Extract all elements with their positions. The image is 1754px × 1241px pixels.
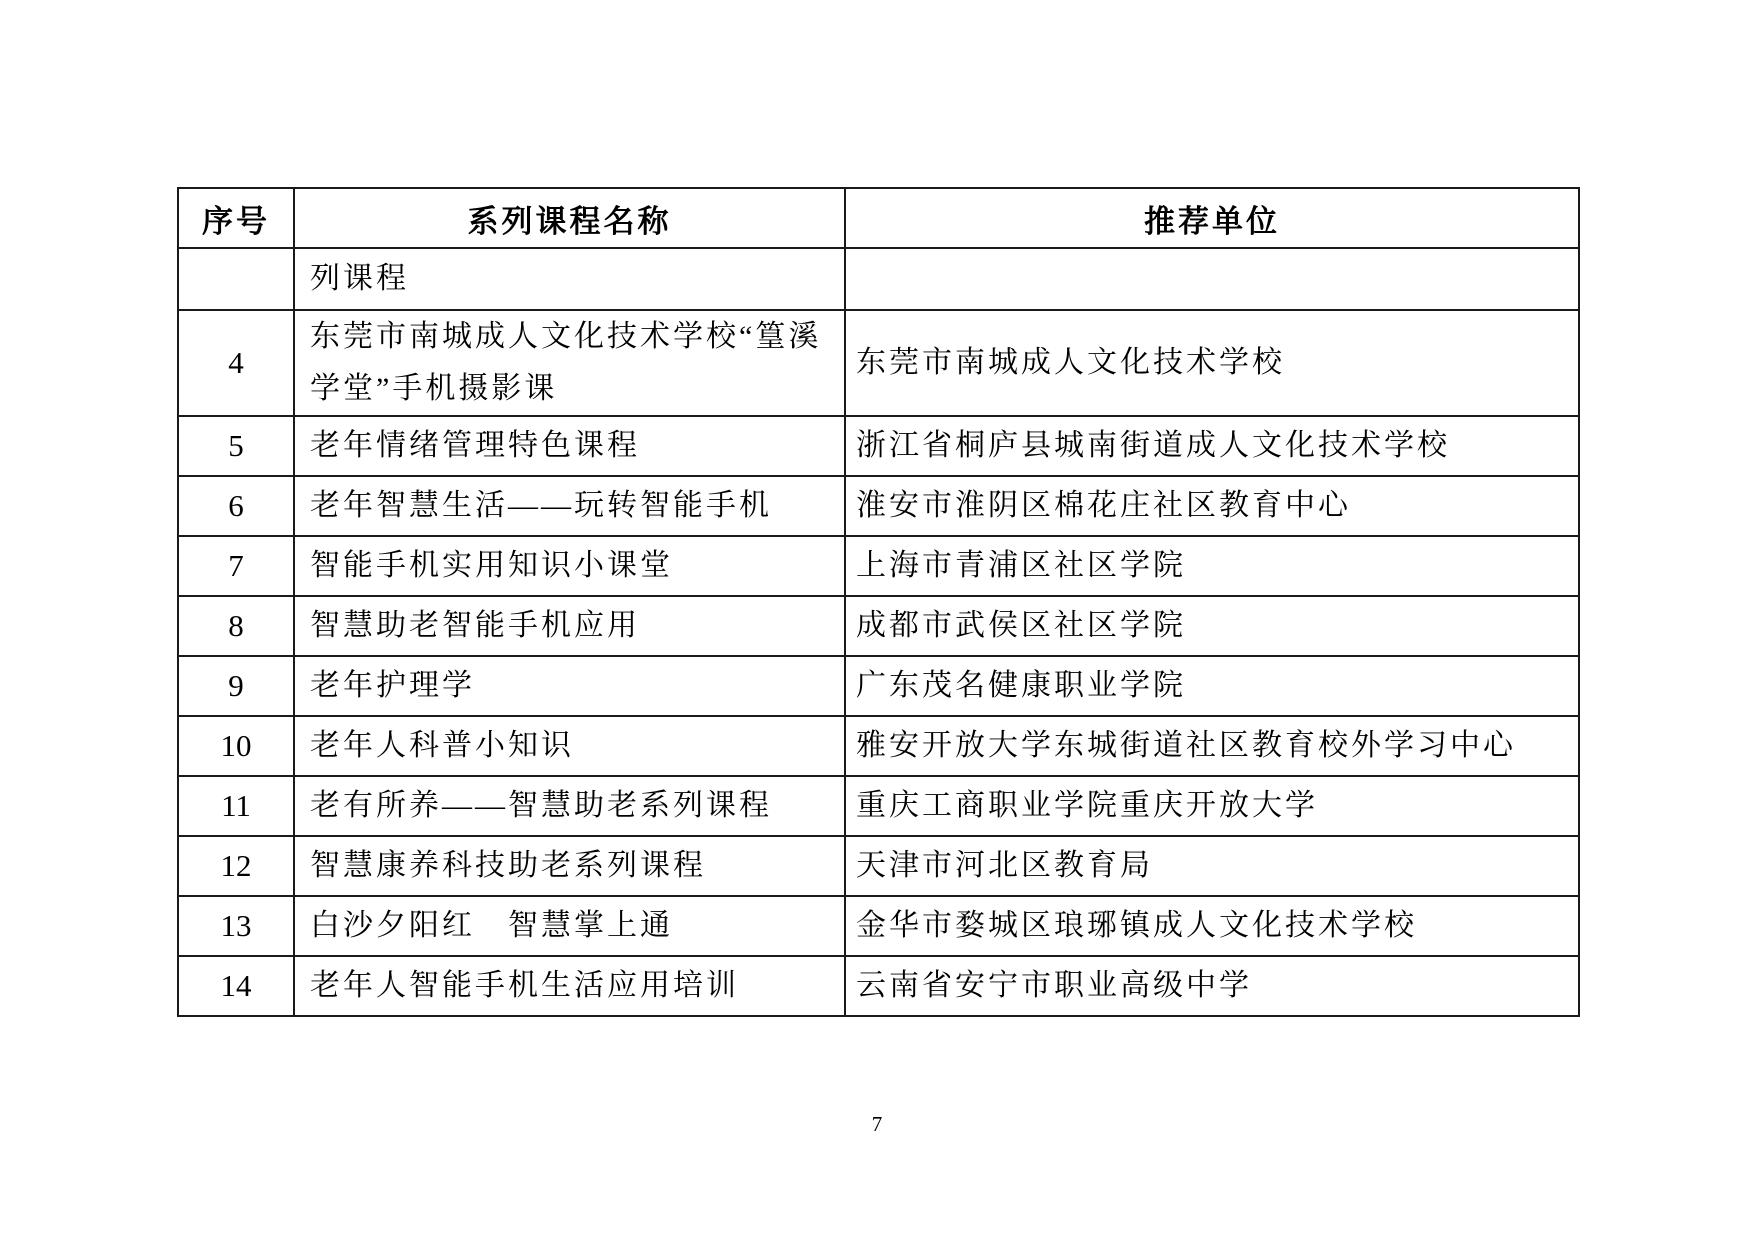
cell-course: 列课程 [294,248,845,310]
cell-num: 14 [178,956,294,1016]
table-row [178,656,1579,716]
cell-course: 智慧助老智能手机应用 [294,596,845,656]
col-header-unit: 推荐单位 [845,188,1579,248]
cell-num: 6 [178,476,294,536]
cell-num: 10 [178,716,294,776]
cell-unit: 浙江省桐庐县城南街道成人文化技术学校 [845,416,1579,476]
cell-course: 老年护理学 [294,656,845,716]
cell-course: 东莞市南城成人文化技术学校“篁溪学堂”手机摄影课 [294,310,845,416]
cell-num: 13 [178,896,294,956]
table-row [178,836,1579,896]
cell-num: 8 [178,596,294,656]
table-row [178,896,1579,956]
cell-unit: 重庆工商职业学院重庆开放大学 [845,776,1579,836]
cell-unit: 广东茂名健康职业学院 [845,656,1579,716]
cell-course: 智慧康养科技助老系列课程 [294,836,845,896]
table-row [178,416,1579,476]
table-row [178,956,1579,1016]
cell-num: 9 [178,656,294,716]
cell-unit: 云南省安宁市职业高级中学 [845,956,1579,1016]
cell-unit: 天津市河北区教育局 [845,836,1579,896]
cell-num: 12 [178,836,294,896]
table-row [178,536,1579,596]
cell-unit: 上海市青浦区社区学院 [845,536,1579,596]
table-row [178,476,1579,536]
cell-num: 5 [178,416,294,476]
table-body [178,248,1579,1016]
col-header-course: 系列课程名称 [294,188,845,248]
table-row [178,776,1579,836]
cell-course: 老年情绪管理特色课程 [294,416,845,476]
cell-num: 11 [178,776,294,836]
cell-num: 7 [178,536,294,596]
cell-course: 老年人智能手机生活应用培训 [294,956,845,1016]
header-row [178,188,1579,248]
cell-num: 4 [178,310,294,416]
cell-unit [845,248,1579,310]
cell-unit: 金华市婺城区琅琊镇成人文化技术学校 [845,896,1579,956]
cell-course: 智能手机实用知识小课堂 [294,536,845,596]
cell-course: 老有所养——智慧助老系列课程 [294,776,845,836]
table-row [178,248,1579,310]
cell-unit: 东莞市南城成人文化技术学校 [845,310,1579,416]
table-row [178,596,1579,656]
col-header-num: 序号 [178,188,294,248]
cell-course: 老年智慧生活——玩转智能手机 [294,476,845,536]
cell-unit: 淮安市淮阴区棉花庄社区教育中心 [845,476,1579,536]
page-number: 7 [871,1112,883,1136]
cell-unit: 雅安开放大学东城街道社区教育校外学习中心 [845,716,1579,776]
table-header [178,188,1579,248]
course-recommendation-table [177,187,1580,1017]
cell-course: 白沙夕阳红 智慧掌上通 [294,896,845,956]
table-row [178,310,1579,416]
cell-course: 老年人科普小知识 [294,716,845,776]
cell-num [178,248,294,310]
table-row [178,716,1579,776]
cell-unit: 成都市武侯区社区学院 [845,596,1579,656]
